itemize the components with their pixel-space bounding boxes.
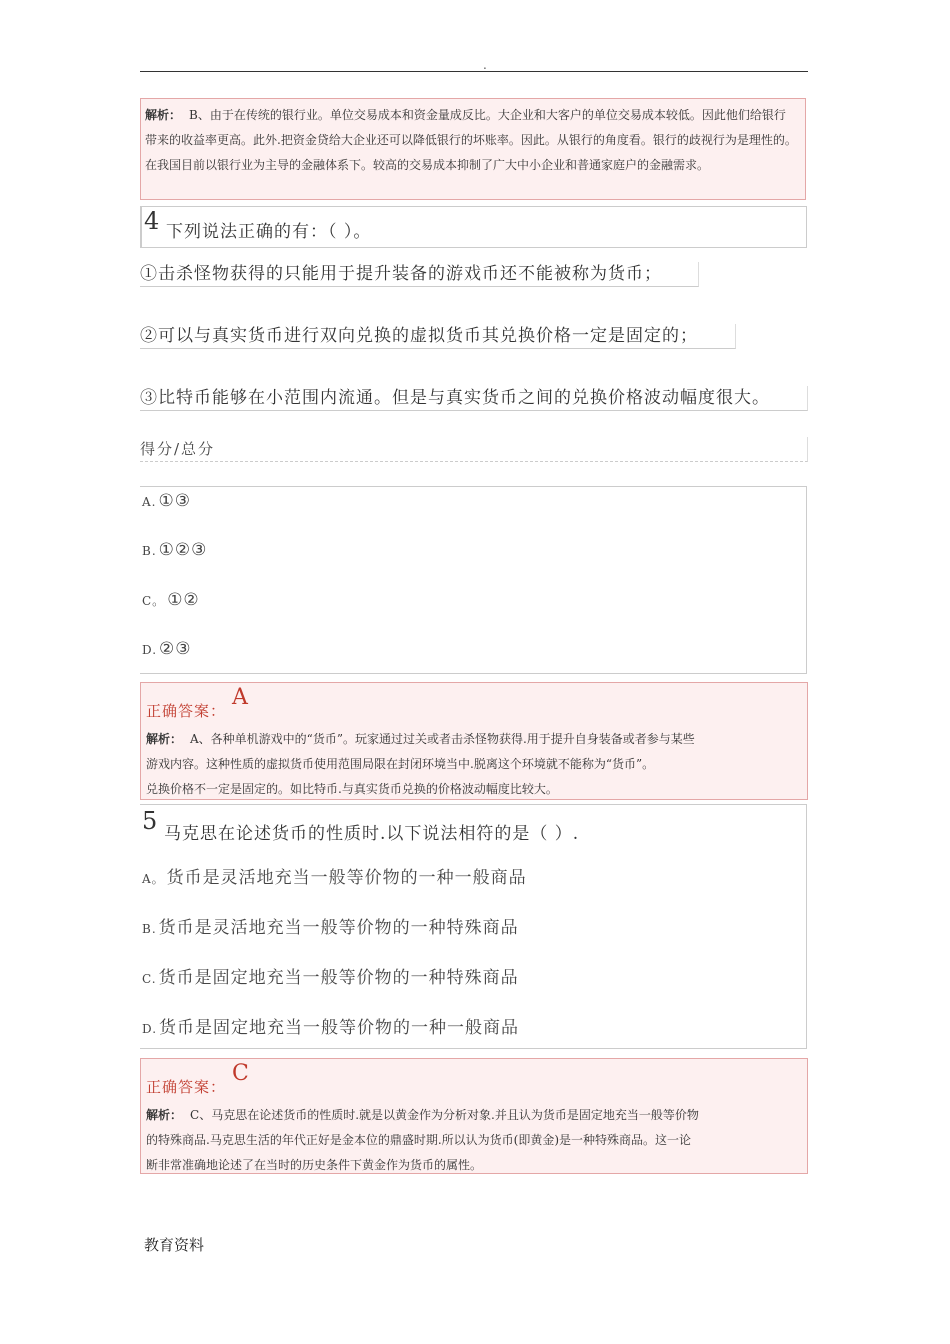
option-text: 货币是灵活地充当一般等价物的一种一般商品 [166,868,527,888]
option-d[interactable] [142,1013,519,1038]
q5-answer-box [140,1058,808,1174]
analysis-label: 解析： [146,1108,183,1122]
option-key: A. [142,495,157,509]
answer-label: 正确答案： [146,1078,227,1096]
option-c[interactable] [142,963,519,988]
q4-statement-1: ①击杀怪物获得的只能用于提升装备的游戏币还不能被称为货币； [140,262,699,287]
option-key: D. [142,643,158,657]
option-text: ①② [167,590,200,610]
score-label: 得分/总分 [140,437,808,462]
analysis-label: 解析： [145,108,182,122]
q4-statement-2: ②可以与真实货币进行双向兑换的虚拟货币其兑换价格一定是固定的； [140,324,736,349]
q4-analysis [146,727,799,802]
option-text: ②③ [159,639,192,659]
q4-title-box [140,206,807,248]
analysis-line: 断非常准确地论述了在当时的历史条件下黄金作为货币的属性。 [146,1158,483,1172]
q5-box [140,804,807,1049]
footer-text: 教育资料 [144,1236,205,1254]
option-text: ①③ [158,491,191,511]
question-number: 5 [142,807,158,835]
option-b[interactable] [142,540,207,560]
option-text: ①②③ [158,540,208,560]
option-key: C. [142,972,157,986]
option-c[interactable] [142,590,200,610]
option-a[interactable] [142,491,191,511]
analysis-label: 解析： [146,732,183,746]
option-a[interactable] [142,863,527,888]
answer-label: 正确答案： [146,702,227,720]
analysis-line: 兑换价格不一定是固定的。如比特币.与真实货币兑换的价格波动幅度比较大。 [146,782,558,796]
q4-answer-box [140,682,808,800]
header-dot: . [483,58,487,72]
analysis-line: C、马克思在论述货币的性质时.就是以黄金作为分析对象.并且认为货币是固定地充当一般等价物 [190,1108,699,1122]
answer-value: A [232,685,248,710]
question-title: 下列说法正确的有：（ ）。 [166,222,372,242]
q4-statement-3: ③比特币能够在小范围内流通。但是与真实货币之间的兑换价格波动幅度很大。 [140,386,808,411]
option-text: 货币是固定地充当一般等价物的一种一般商品 [159,1018,520,1038]
option-key: B. [142,544,157,558]
option-d[interactable] [142,639,192,659]
option-b[interactable] [142,913,519,938]
answer-value: C [232,1061,249,1086]
option-key: A。 [142,872,165,886]
option-key: D. [142,1022,158,1036]
question-title: 马克思在论述货币的性质时.以下说法相符的是（ ）. [164,824,580,844]
option-key: C。 [142,594,166,608]
analysis-line: 的特殊商品.马克思生活的年代正好是金本位的鼎盛时期.所以认为货币(即黄金)是一种特殊商品。这一论 [146,1133,691,1147]
analysis-line: 游戏内容。这种性质的虚拟货币使用范围局限在封闭环境当中.脱离这个环境就不能称为“货币”。 [146,757,655,771]
option-key: B. [142,922,157,936]
analysis-line: A、各种单机游戏中的“货币”。玩家通过过关或者击杀怪物获得.用于提升自身装备或者参与某些 [190,732,695,746]
prev-analysis-box [140,98,806,200]
q5-analysis [146,1103,799,1178]
header-rule [140,71,808,72]
question-number: 4 [144,207,160,235]
option-text: 货币是固定地充当一般等价物的一种特殊商品 [158,968,519,988]
analysis-text: B、由于在传统的银行业。单位交易成本和资金量成反比。大企业和大客户的单位交易成本较低。因此他们给银行带来的收益率更高。此外.把资金贷给大企业还可以降低银行的坏账率。因此。从银行的角度看。银行的歧视行为是理性的。在我国目前以银行业为主导的金融体系下。较高的交易成本抑制了广大中小企业和普通家庭户的金融需求。 [145,108,797,172]
q4-options [140,486,807,674]
option-text: 货币是灵活地充当一般等价物的一种特殊商品 [158,918,519,938]
